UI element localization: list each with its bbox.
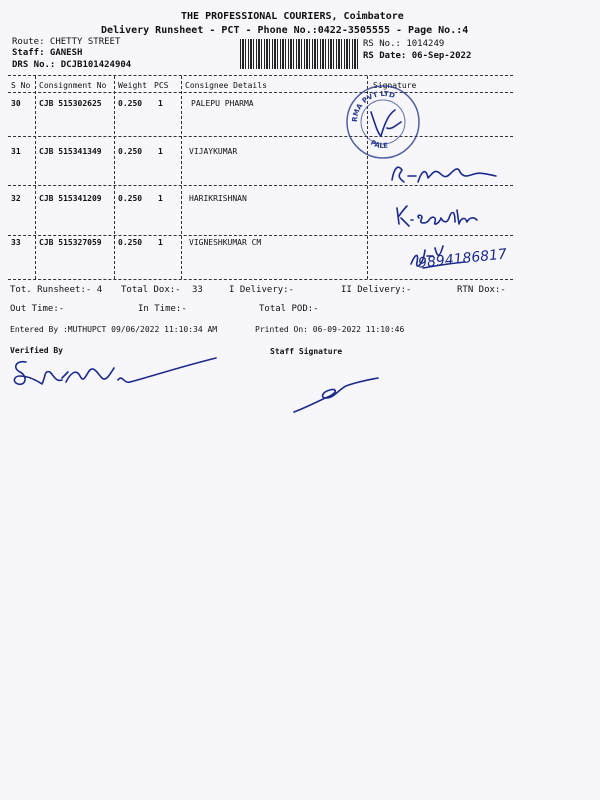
signature-row-32 xyxy=(393,200,523,230)
staff-signature xyxy=(290,376,390,416)
stamp-bottom-text: PALE xyxy=(369,138,389,151)
total-dox-value: 33 xyxy=(192,285,203,295)
verified-by-label: Verified By xyxy=(10,346,63,355)
out-time-label: Out Time:- xyxy=(10,304,65,314)
col-weight: Weight xyxy=(118,81,147,90)
col-pcs: PCS xyxy=(154,81,169,90)
row-consignment: CJB 515341349 xyxy=(39,147,102,156)
row-sno: 32 xyxy=(11,194,21,203)
row-pcs: 1 xyxy=(158,99,163,108)
row-weight: 0.250 xyxy=(118,147,143,156)
i-delivery-label: I Delivery:- xyxy=(229,285,295,295)
row-divider xyxy=(8,235,513,236)
column-divider xyxy=(181,76,182,279)
row-pcs: 1 xyxy=(158,147,163,156)
rtn-dox-label: RTN Dox:- xyxy=(457,285,506,295)
row-sno: 31 xyxy=(11,147,21,156)
total-runsheet: Tot. Runsheet:- 4 xyxy=(10,285,103,295)
ii-delivery-label: II Delivery:- xyxy=(341,285,412,295)
total-dox-label: Total Dox:- xyxy=(121,285,181,295)
in-time-label: In Time:- xyxy=(138,304,187,314)
row-sno: 30 xyxy=(11,99,21,108)
table-header-rule xyxy=(8,92,513,93)
signature-row-31 xyxy=(388,160,518,190)
stamp-top-text: RMA PVT LTD xyxy=(350,89,396,123)
row-consignee: VIGNESHKUMAR CM xyxy=(189,238,262,247)
drs-number: DRS No.: DCJB101424904 xyxy=(12,60,132,70)
row-sno: 33 xyxy=(11,238,21,247)
row-consignee: PALEPU PHARMA xyxy=(191,99,254,108)
verified-by-signature xyxy=(6,354,236,414)
row-consignee: HARIKRISHNAN xyxy=(189,194,247,203)
col-sno: S No xyxy=(11,81,31,90)
row-consignee: VIJAYKUMAR xyxy=(189,147,238,156)
printed-on: Printed On: 06-09-2022 11:10:46 xyxy=(255,325,405,334)
row-weight: 0.250 xyxy=(118,238,143,247)
svg-text:PALE xyxy=(369,139,389,150)
row-weight: 0.250 xyxy=(118,99,143,108)
company-stamp xyxy=(343,82,423,162)
company-title: THE PROFESSIONAL COURIERS, Coimbatore xyxy=(181,11,404,22)
column-divider xyxy=(35,76,36,279)
staff-signature-label: Staff Signature xyxy=(270,347,343,356)
entered-by: Entered By :MUTHUPCT 09/06/2022 11:10:34 AM xyxy=(10,325,218,334)
barcode xyxy=(240,39,358,69)
row-consignment: CJB 515327059 xyxy=(39,238,102,247)
rs-date: RS Date: 06-Sep-2022 xyxy=(363,51,472,61)
staff-label: Staff: GANESH xyxy=(12,48,83,58)
row-consignment: CJB 515341209 xyxy=(39,194,102,203)
runsheet-subtitle: Delivery Runsheet - PCT - Phone No.:0422-3505555 - Page No.:4 xyxy=(101,25,469,36)
table-top-rule xyxy=(8,75,513,76)
col-consignment: Consignment No xyxy=(39,81,107,90)
row-divider xyxy=(8,136,513,137)
rs-number: RS No.: 1014249 xyxy=(363,39,445,49)
table-bottom-rule xyxy=(8,279,513,280)
signature-row-33-phone: 9894186817 xyxy=(417,246,508,272)
row-weight: 0.250 xyxy=(118,194,143,203)
col-consignee: Consignee Details xyxy=(185,81,267,90)
total-pod-label: Total POD:- xyxy=(259,304,319,314)
row-consignment: CJB 515302625 xyxy=(39,99,102,108)
row-pcs: 1 xyxy=(158,194,163,203)
col-signature: Signature xyxy=(373,81,417,90)
route-label: Route: CHETTY STREET xyxy=(12,37,121,47)
row-pcs: 1 xyxy=(158,238,163,247)
column-divider xyxy=(114,76,115,279)
